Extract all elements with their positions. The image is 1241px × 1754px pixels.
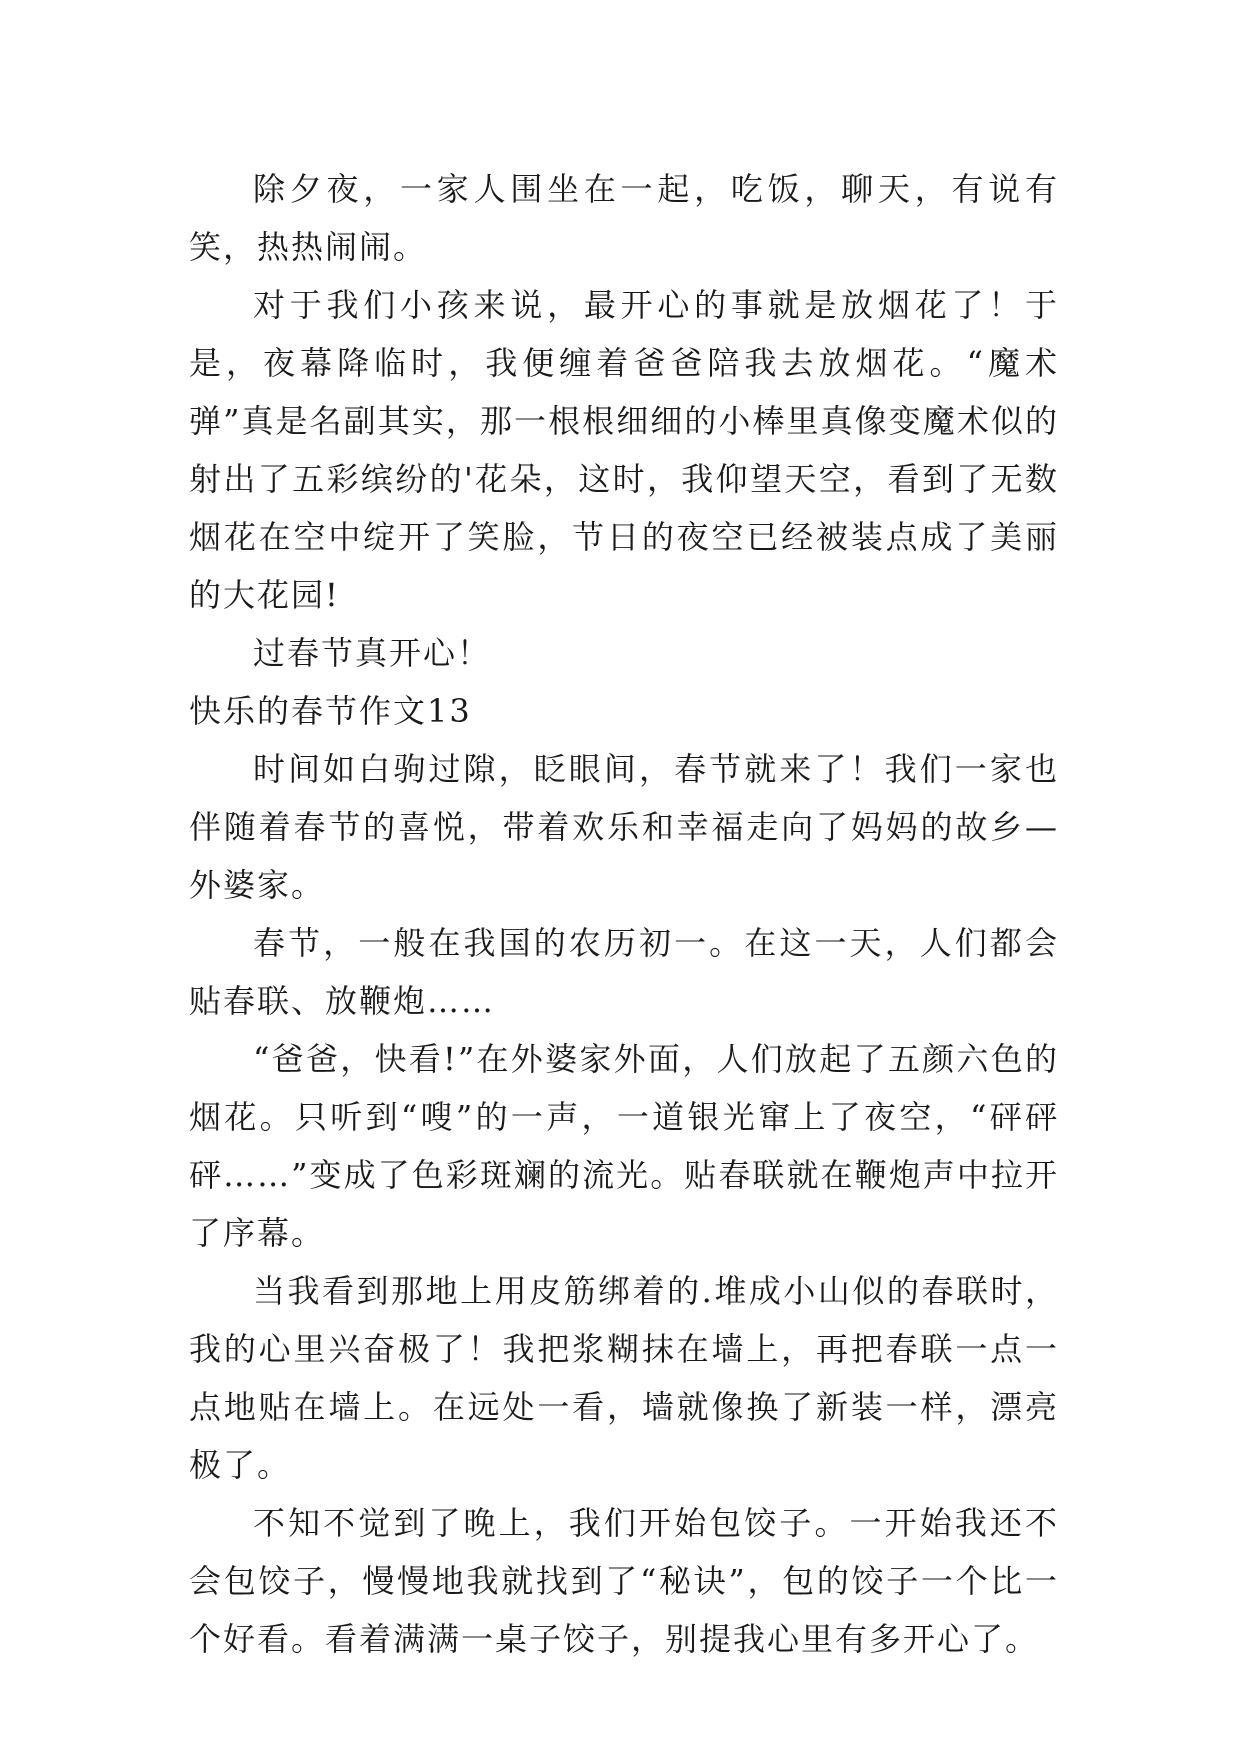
paragraph-dumplings: 不知不觉到了晚上，我们开始包饺子。一开始我还不会包饺子，慢慢地我就找到了“秘诀”，包的饺子一个比一个好看。看着满满一桌子饺子，别提我心里有多开心了。	[189, 1504, 1059, 1658]
paragraph-lunar-new-year: 春节，一般在我国的农历初一。在这一天，人们都会贴春联、放鞭炮……	[189, 924, 1059, 1020]
paragraph-time-flies: 时间如白驹过隙，眨眼间，春节就来了！我们一家也伴随着春节的喜悦，带着欢乐和幸福走向了妈妈的故乡—外婆家。	[189, 750, 1059, 904]
paragraph-fireworks: 对于我们小孩来说，最开心的事就是放烟花了！于是，夜幕降临时，我便缠着爸爸陪我去放烟花。“魔术弹”真是名副其实，那一根根细细的小棒里真像变魔术似的射出了五彩缤纷的'花朵，这时，我仰望天空，看到了无数烟花在空中绽开了笑脸，节日的夜空已经被装点成了美丽的大花园!	[189, 286, 1059, 614]
paragraph-look-dad: “爸爸，快看!”在外婆家外面，人们放起了五颜六色的烟花。只听到“嗖”的一声，一道银光窜上了夜空，“砰砰砰……”变成了色彩斑斓的流光。贴春联就在鞭炮声中拉开了序幕。	[189, 1040, 1059, 1252]
paragraph-new-year-eve: 除夕夜，一家人围坐在一起，吃饭，聊天，有说有笑，热热闹闹。	[189, 170, 1059, 266]
essay-body	[189, 160, 1059, 1668]
essay-heading: 快乐的春节作文13	[189, 692, 472, 730]
paragraph-happy-spring-festival: 过春节真开心！	[253, 634, 492, 672]
paragraph-couplets: 当我看到那地上用皮筋绑着的.堆成小山似的春联时，我的心里兴奋极了！我把浆糊抹在墙上，再把春联一点一点地贴在墙上。在远处一看，墙就像换了新装一样，漂亮极了。	[189, 1272, 1059, 1484]
